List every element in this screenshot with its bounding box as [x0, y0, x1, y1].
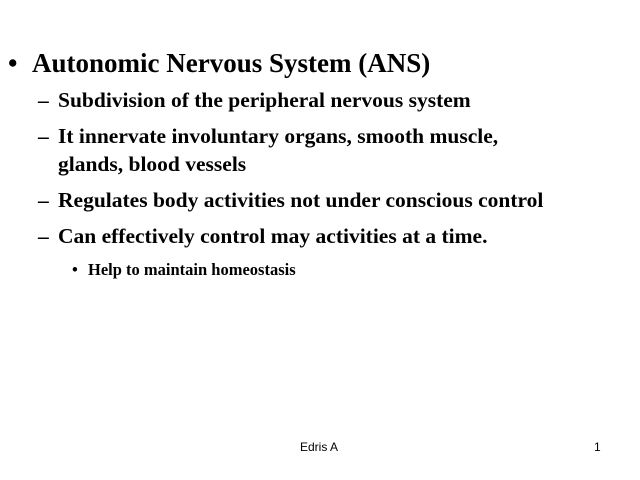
bullet-icon: •	[8, 48, 18, 78]
sub-bullet-text: Can effectively control may activities at a time.	[58, 224, 488, 248]
dash-icon: –	[38, 88, 49, 112]
dash-icon: –	[38, 188, 49, 212]
sub-bullet-text: It innervate involuntary organs, smooth muscle,	[58, 124, 499, 148]
sub-bullet-text: Regulates body activities not under conscious control	[58, 188, 544, 212]
sub-bullet-text: Subdivision of the peripheral nervous system	[58, 88, 471, 112]
dash-icon: –	[38, 224, 49, 248]
slide-number: 1	[594, 440, 601, 454]
bullet-icon: •	[72, 260, 78, 279]
slide-heading-bullet: Autonomic Nervous System (ANS)	[32, 48, 431, 78]
sub-sub-bullet-text: Help to maintain homeostasis	[88, 260, 296, 279]
sub-bullet-text-continuation: glands, blood vessels	[58, 152, 247, 176]
footer-author: Edris A	[300, 440, 339, 454]
dash-icon: –	[38, 124, 49, 148]
